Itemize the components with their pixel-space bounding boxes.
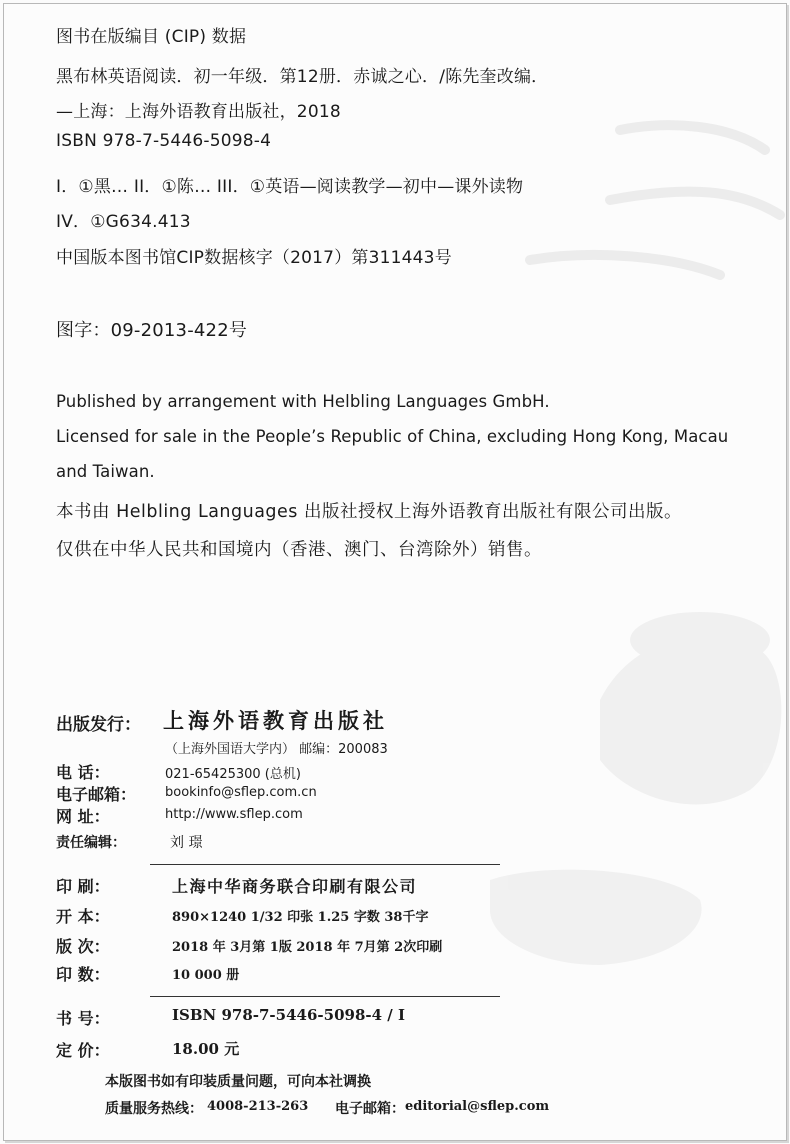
editor-label: 责任编辑： (56, 835, 126, 851)
price-value: 18.00 元 (172, 1040, 240, 1058)
phone-value: 021-65425300 (总机) (165, 767, 301, 782)
cip-title-line: 黑布林英语阅读．初一年级．第12册．赤诚之心．/陈先奎改编． (56, 67, 549, 87)
email-value: bookinfo@sflep.com.cn (165, 785, 317, 800)
print-run-label: 印 数： (56, 965, 110, 984)
cip-classification-line: I．①黑… II．①陈… III．①英语—阅读教学—初中—课外读物 (56, 177, 524, 197)
publisher-name: 上海外语教育出版社 (163, 709, 388, 733)
license-zh-line-1: 本书由 Helbling Languages 出版社授权上海外语教育出版社有限公司出版。 (56, 502, 682, 522)
printer-value: 上海中华商务联合印刷有限公司 (172, 877, 418, 896)
license-en-line-3: and Taiwan. (56, 462, 155, 481)
cip-publisher-line: —上海：上海外语教育出版社，2018 (56, 102, 341, 122)
cip-class-number-line: IV．①G634.413 (56, 212, 191, 232)
price-label: 定 价： (56, 1041, 110, 1060)
editor-value: 刘 璟 (170, 835, 203, 851)
service-email-label: 电子邮箱： (335, 1101, 405, 1117)
cip-isbn-line: ISBN 978-7-5446-5098-4 (56, 131, 272, 151)
contract-number: 图字：09-2013-422号 (56, 320, 248, 341)
edition-value: 2018 年 3月第 1版 2018 年 7月第 2次印刷 (172, 940, 443, 955)
edition-label: 版 次： (56, 937, 110, 956)
format-value: 890×1240 1/32 印张 1.25 字数 38千字 (172, 910, 429, 925)
phone-label: 电 话： (56, 763, 110, 782)
license-en-line-2: Licensed for sale in the People’s Republic of China, excluding Hong Kong, Macau (56, 427, 729, 446)
hotline-value: 4008-213-263 (207, 1099, 309, 1114)
service-email-value: editorial@sflep.com (405, 1099, 550, 1114)
website-value: http://www.sflep.com (165, 807, 303, 822)
license-en-line-1: Published by arrangement with Helbling Languages GmbH. (56, 392, 550, 411)
printer-label: 印 刷： (56, 877, 110, 896)
format-label: 开 本： (56, 907, 110, 926)
license-zh-line-2: 仅供在中华人民共和国境内（香港、澳门、台湾除外）销售。 (56, 540, 542, 560)
book-number-value: ISBN 978-7-5446-5098-4 / I (172, 1006, 405, 1024)
print-run-value: 10 000 册 (172, 968, 240, 983)
publisher-label: 出版发行： (56, 715, 141, 735)
quality-note: 本版图书如有印装质量问题，可向本社调换 (105, 1074, 371, 1090)
publisher-address: （上海外国语大学内） 邮编：200083 (165, 742, 388, 757)
email-label: 电子邮箱： (56, 785, 137, 804)
cip-library-check-line: 中国版本图书馆CIP数据核字（2017）第311443号 (56, 248, 452, 268)
cip-heading: 图书在版编目 (CIP) 数据 (56, 27, 247, 47)
hotline-label: 质量服务热线： (105, 1101, 203, 1117)
website-label: 网 址： (56, 807, 110, 826)
imprint-divider-1 (150, 864, 500, 865)
book-number-label: 书 号： (56, 1009, 110, 1028)
imprint-divider-2 (150, 996, 500, 997)
